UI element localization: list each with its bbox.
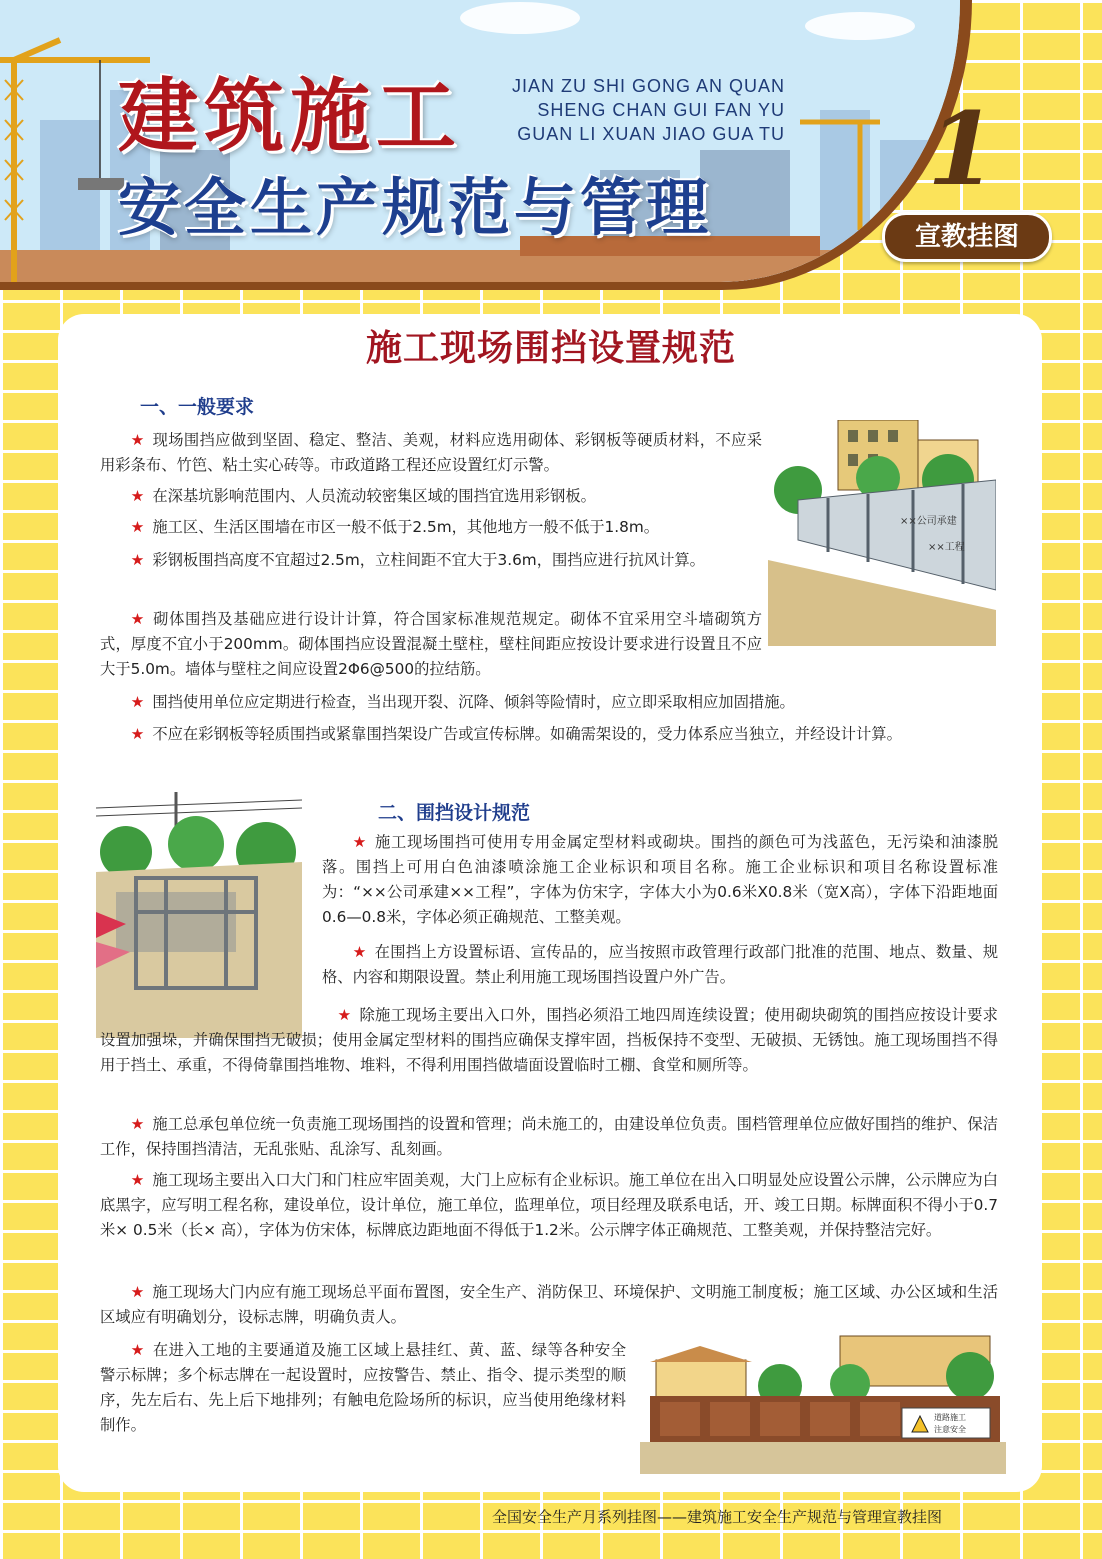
list-item: ★ 不应在彩钢板等轻质围挡或紧靠围挡架设广告或宣传标牌。如确需架设的，受力体系应当独立，并经设计计算。 [130, 725, 902, 743]
list-item: ★ 施工现场围挡可使用专用金属定型材料或砌块。围挡的颜色可为浅蓝色，无污染和油漆脱落。围挡上可用白色油漆喷涂施工企业标识和项目名称。施工企业标识和项目名称设置标准为：“××公司承建××工程”，字体为仿宋字，字体大小为0.6米X0.8米（宽X高），字体下沿距地面0.6—0.8米，字体必须正确规范、工整美观。 [322, 833, 998, 926]
star-icon: ★ [352, 943, 367, 961]
star-icon: ★ [130, 693, 145, 711]
list-item: ★ 砌体围挡及基础应进行设计计算，符合国家标准规范规定。砌体不宜采用空斗墙砌筑方式，厚度不宜小于200mm。砌体围挡应设置混凝土壁柱，壁柱间距应按设计要求进行设置且不应大于5.0m。墙体与壁柱之间应设置2Φ6@500的拉结筋。 [100, 610, 762, 678]
pinyin-line: JIAN ZU SHI GONG AN QUAN [512, 76, 786, 96]
star-icon: ★ [130, 487, 145, 505]
star-icon: ★ [322, 1006, 352, 1024]
footer-caption: 全国安全生产月系列挂图——建筑施工安全生产规范与管理宣教挂图 [492, 1508, 943, 1526]
poster-main-title: 建筑施工 [118, 69, 462, 163]
list-item: ★ 围挡使用单位应定期进行检查，当出现开裂、沉降、倾斜等险情时，应立即采取相应加固措施。 [130, 693, 795, 711]
list-item: ★ 施工现场大门内应有施工现场总平面布置图，安全生产、消防保卫、环境保护、文明施工制度板；施工区域、办公区域和生活区域应有明确划分，设标志牌，明确负责人。 [100, 1283, 998, 1326]
metal-barrier-illustration [96, 792, 302, 1038]
star-icon: ★ [130, 1341, 145, 1359]
steel-fence-illustration [768, 420, 996, 646]
star-icon: ★ [130, 518, 145, 536]
page-title: 施工现场围挡设置规范 [365, 328, 736, 369]
section-heading-design: 二、围挡设计规范 [378, 802, 531, 824]
warning-sign-text: 注意安全 [934, 1425, 966, 1434]
star-icon: ★ [130, 610, 146, 628]
list-item: ★ 施工总承包单位统一负责施工现场围挡的设置和管理；尚未施工的，由建设单位负责。围档管理单位应做好围挡的维护、保洁工作，保持围挡清洁，无乱张贴、乱涂写、乱刻画。 [100, 1115, 998, 1158]
pinyin-subtitle [512, 74, 785, 146]
poster-subtitle: 安全生产规范与管理 [118, 171, 713, 244]
star-icon: ★ [130, 551, 145, 569]
list-item: ★ 彩钢板围挡高度不宜超过2.5m，立柱间距不宜大于3.6m，围挡应进行抗风计算。 [130, 551, 705, 569]
site-entrance-illustration [640, 1326, 1006, 1474]
list-item: ★ 在围挡上方设置标语、宣传品的，应当按照市政管理行政部门批准的范围、地点、数量、规格、内容和期限设置。禁止利用施工现场围挡设置户外广告。 [322, 943, 998, 986]
star-icon: ★ [130, 1171, 145, 1189]
poster-type-badge: 宣教挂图 [882, 212, 1052, 262]
pinyin-line: GUAN LI XUAN JIAO GUA TU [517, 124, 786, 144]
list-item: ★ 在深基坑影响范围内、人员流动较密集区域的围挡宜选用彩钢板。 [130, 487, 596, 505]
issue-number: 1 [927, 90, 997, 208]
list-item: ★ 施工区、生活区围墙在市区一般不低于2.5m，其他地方一般不低于1.8m。 [130, 518, 660, 536]
list-item: ★ 除施工现场主要出入口外，围挡必须沿工地四周连续设置；使用砌块砌筑的围挡应按设计要求设置加强垛，并确保围挡无破损；使用金属定型材料的围挡应确保支撑牢固，挡板保持不变型、无破损、无锈蚀。施工现场围挡不得用于挡土、承重，不得倚靠围挡堆物、堆料，不得利用围挡做墙面设置临时工棚、食堂和厕所等。 [100, 1006, 998, 1074]
section-heading-general: 一、一般要求 [140, 396, 255, 418]
star-icon: ★ [352, 833, 368, 851]
star-icon: ★ [130, 1283, 145, 1301]
list-item: ★ 现场围挡应做到坚固、稳定、整洁、美观，材料应选用砌体、彩钢板等硬质材料，不应采用彩条布、竹笆、粘土实心砖等。市政道路工程还应设置红灯示警。 [100, 431, 762, 474]
fence-sign-text: ××公司承建 [900, 516, 957, 527]
star-icon: ★ [130, 431, 145, 449]
star-icon: ★ [130, 1115, 145, 1133]
warning-sign-text: 道路施工 [934, 1413, 966, 1422]
star-icon: ★ [130, 725, 145, 743]
list-item: ★ 施工现场主要出入口大门和门柱应牢固美观，大门上应标有企业标识。施工单位在出入口明显处应设置公示牌，公示牌应为白底黑字，应写明工程名称，建设单位，设计单位，施工单位，监理单位，项目经理及联系电话，开、竣工日期。标牌面积不得小于0.7米× 0.5米（长× 高），字体为仿宋体，标牌底边距地面不得低于1.2米。公示牌字体正确规范、工整美观，并保持整洁完好。 [100, 1171, 998, 1239]
pinyin-line: SHENG CHAN GUI FAN YU [537, 100, 786, 120]
fence-sign-text: ××工程 [928, 542, 965, 553]
list-item: ★ 在进入工地的主要通道及施工区域上悬挂红、黄、蓝、绿等各种安全警示标牌；多个标志牌在一起设置时，应按警告、禁止、指令、提示类型的顺序，先左后右、先上后下地排列；有触电危险场所的标识，应当使用绝缘材料制作。 [100, 1341, 626, 1434]
